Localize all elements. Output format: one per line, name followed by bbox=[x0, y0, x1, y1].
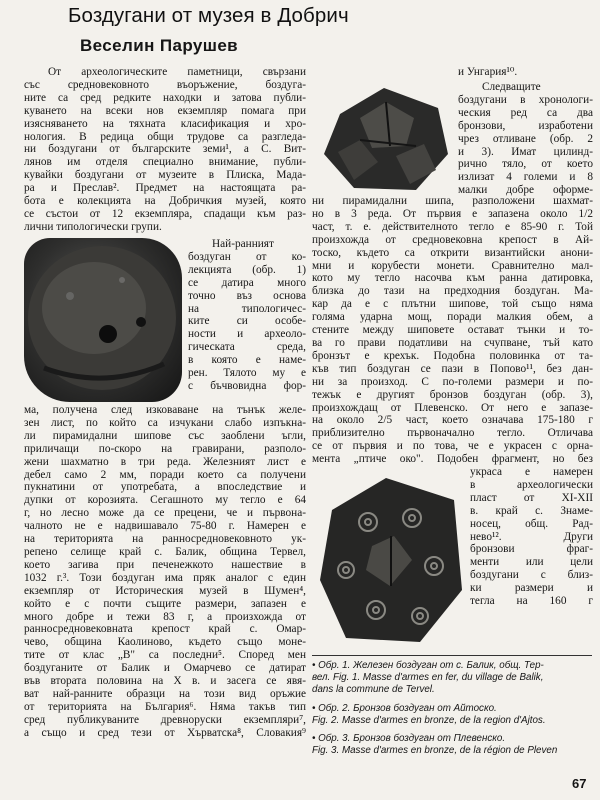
text-line: в археологически bbox=[470, 478, 593, 491]
text-line: гическата среда, bbox=[188, 341, 306, 354]
text-line: се от първия и по това, че е украсен с орна- bbox=[312, 440, 593, 453]
caption-fig1: • Обр. 1. Железен боздуган от с. Балик, общ. Тер- вел. Fig. 1. Masse d'armes en fer, du village de Balik, dans la commune de Tervel. bbox=[312, 660, 544, 696]
text-line: мента „птиче око". Подобен фрагмент, но без bbox=[312, 453, 593, 466]
text-line: което загива при печенежкото нашествие в bbox=[24, 558, 306, 571]
text-line: ките си особе- bbox=[188, 315, 306, 328]
text-line: нология. В редица общи трудове са разгледа- bbox=[24, 130, 306, 143]
text-line: ли пирамидални шипове със заоблени ъгли, bbox=[24, 429, 306, 442]
text-line: кар да е с плътни шипове, той също няма bbox=[312, 298, 593, 311]
text-line: лянов им отделя специално внимание, публи- bbox=[24, 156, 306, 169]
text-line: пласт от XI-XII bbox=[470, 491, 593, 504]
text-line: тоско, където са открити византийски анони- bbox=[312, 246, 593, 259]
text-line: ни за произход. С по-големи размери и по- bbox=[312, 375, 593, 388]
text-line: рично тяло, от което bbox=[458, 158, 593, 171]
text-line: в която е наме- bbox=[188, 354, 306, 367]
bronze-mace-spiked-photo bbox=[320, 84, 452, 196]
text-line: лекцията (обр. 1) bbox=[188, 263, 306, 276]
text-line: който е с почти същите размери, запазен е bbox=[24, 597, 306, 610]
beside-photo1-text bbox=[188, 238, 306, 393]
text-line: ки размери и bbox=[470, 582, 593, 595]
text-line: Най-ранният bbox=[212, 238, 274, 250]
text-line: тежък е другият бронзов боздуган (обр. 3), bbox=[312, 388, 593, 401]
text-line: ра и Преслав². Предмет на настоящата ра- bbox=[24, 182, 306, 195]
beside-photo3-text bbox=[470, 466, 593, 608]
text-line: репено селище край с. Балик, община Тервел, bbox=[24, 545, 306, 558]
text-line: ческия ред са два bbox=[458, 106, 593, 119]
text-line: г, но лесно може да се прецени, че и първона- bbox=[24, 507, 306, 520]
right-top-text bbox=[458, 66, 593, 79]
text-line: къв тип боздуган се пази в Попово¹¹, без дан- bbox=[312, 362, 593, 375]
text-line: но в 3 реда. От първия е запазена около 1/2 bbox=[312, 207, 593, 220]
text-line: ности и археоло- bbox=[188, 328, 306, 341]
text-line: боздуганите от Балик и Омарчево се датират bbox=[24, 662, 306, 675]
text-line: излизат 4 големи и 8 bbox=[458, 171, 593, 184]
text-line: на около 2/5 част, което означава 175-180 г bbox=[312, 414, 593, 427]
text-line: бронзови, изработени bbox=[458, 119, 593, 132]
text-line: от територията на България⁶. Няма такъв тип bbox=[24, 700, 306, 713]
text-line: екземпляр от Историческия музей в Шумен⁴, bbox=[24, 584, 306, 597]
text-line: ранносредновековната крепост край с. Омар- bbox=[24, 623, 306, 636]
intro-paragraph bbox=[24, 66, 306, 234]
left-body-text bbox=[24, 404, 306, 740]
text-line: много добре и тежи 83 г, а произхожда от bbox=[24, 610, 306, 623]
text-line: лични типологически групи. bbox=[24, 220, 162, 233]
text-line: се състои от 12 екземпляра, спадащи към раз- bbox=[24, 207, 306, 220]
text-line: с бъчвовидна фор- bbox=[188, 379, 306, 392]
text-line: пукнатини от употребата, а впоследствие и bbox=[24, 481, 306, 494]
text-line: приблизително първоначално тегло. Отличава bbox=[312, 427, 593, 440]
text-line: мни и корубести монети. Сравнително мал- bbox=[312, 259, 593, 272]
text-line: на територията на ранносредновековното ук- bbox=[24, 533, 306, 546]
text-line: изясняването на тяхната класификация и хро- bbox=[24, 117, 306, 130]
text-line: стените между шиповете остават тънки и то- bbox=[312, 324, 593, 337]
text-line: приличащи по-скоро на гравирани, разполо- bbox=[24, 442, 306, 455]
text-line: на типологичес- bbox=[188, 302, 306, 315]
text-line: малки добре оформе- bbox=[458, 184, 593, 197]
bronze-mace-ornamented-photo bbox=[316, 470, 466, 650]
text-line: чалното не е надвишавало 75-80 г. Намерен е bbox=[24, 520, 306, 533]
text-line: тите от клас „В" са последни⁵. Според мен bbox=[24, 649, 306, 662]
page-number: 67 bbox=[572, 776, 587, 791]
text-line: нево¹². Други bbox=[470, 530, 593, 543]
text-line: произхождащ от Плевенско. От него е запазе- bbox=[312, 401, 593, 414]
caption-divider bbox=[312, 655, 592, 656]
beside-photo2-text bbox=[458, 81, 593, 197]
text-line: ните са сред редките находки и затова публи- bbox=[24, 91, 306, 104]
text-line: тегла на 160 г bbox=[470, 595, 593, 608]
text-line: кувайки боздугани от музеите в Плиска, Мада- bbox=[24, 169, 306, 182]
text-line: сред публикуваните древноруски екземпляри⁷, bbox=[24, 713, 306, 726]
text-line: в. край с. Знаме- bbox=[470, 504, 593, 517]
text-line: ма, получена след изковаване на тънък желе- bbox=[24, 404, 306, 416]
text-line: менти или цели bbox=[470, 556, 593, 569]
text-line: ни пирамидални шипа, разположени шахмат- bbox=[312, 195, 593, 207]
text-line: част, т. е. действителното тегло е 85-90 г. Той bbox=[312, 220, 593, 233]
text-line: чево, община Каолиново, където също моне- bbox=[24, 636, 306, 649]
text-line: точно въз основа bbox=[188, 289, 306, 302]
text-line: а също и сред тези от Хърватска⁸, Словакия⁹ bbox=[24, 726, 306, 739]
text-line: бронзът е крехък. Подобна половинка от та- bbox=[312, 349, 593, 362]
text-line: дебел само 2 мм, поради което са получени bbox=[24, 468, 306, 481]
text-line: боздуган от ко- bbox=[188, 250, 306, 263]
article-author: Веселин Парушев bbox=[80, 36, 239, 55]
text-line: дупки от корозията. Сегашното му тегло е 64 bbox=[24, 494, 306, 507]
text-line: и Унгария¹⁰. bbox=[458, 66, 518, 78]
text-line: жени шахматно в три реда. Железният лист е bbox=[24, 455, 306, 468]
text-line: бота е колекцията на Добричкия музей, която bbox=[24, 195, 306, 208]
text-line: Следващите bbox=[482, 81, 541, 93]
caption-fig3: • Обр. 3. Бронзов боздуган от Плевенско. Fig. 3. Masse d'armes en bronze, de la région de Pleven bbox=[312, 733, 558, 757]
text-line: боздугани с близ- bbox=[470, 569, 593, 582]
text-line: От археологическите паметници, свързани bbox=[48, 66, 306, 78]
text-line: ни боздугани от българските земи¹, а С. Вит- bbox=[24, 143, 306, 156]
text-line: кото му тегло насочва към ранна датировка, bbox=[312, 272, 593, 285]
text-line: и 3). Имат цилинд- bbox=[458, 145, 593, 158]
iron-mace-photo bbox=[24, 238, 182, 402]
text-line: ват най-ранните образци на този вид оръжие bbox=[24, 687, 306, 700]
text-line: ва го прави податливи на счупване, тъй като bbox=[312, 336, 593, 349]
text-line: със средновековното въоръжение, боздуга- bbox=[24, 78, 306, 91]
text-line: украса е намерен bbox=[470, 466, 593, 478]
right-body-text bbox=[312, 195, 593, 466]
text-line: се датира много bbox=[188, 276, 306, 289]
text-line: произхожда от средновековна крепост в Ай- bbox=[312, 233, 593, 246]
text-line: във втората половина на X в. и засега се явя- bbox=[24, 675, 306, 688]
article-title: Боздугани от музея в Добрич bbox=[68, 4, 349, 27]
figure-captions bbox=[312, 660, 597, 763]
text-line: куването на всеки нов екземпляр помага при bbox=[24, 104, 306, 117]
text-line: 1032 г.³. Този боздуган има пряк аналог с един bbox=[24, 571, 306, 584]
text-line: рен. Тялото му е bbox=[188, 367, 306, 380]
text-line: чрез отливане (обр. 2 bbox=[458, 132, 593, 145]
text-line: бронзови фраг- bbox=[470, 543, 593, 556]
text-line: близка до тази на предходния боздуган. Ма- bbox=[312, 285, 593, 298]
text-line: голяма ударна мощ, поради малкия обем, а bbox=[312, 311, 593, 324]
text-line: носец, общ. Рад- bbox=[470, 517, 593, 530]
text-line: боздугани в хронологи- bbox=[458, 93, 593, 106]
text-line: зен лист, по който са изчукани слабо изпъкна- bbox=[24, 416, 306, 429]
caption-fig2: • Обр. 2. Бронзов боздуган от Айтоско. Fig. 2. Masse d'armes en bronze, de la region d'Ajtos. bbox=[312, 702, 546, 726]
